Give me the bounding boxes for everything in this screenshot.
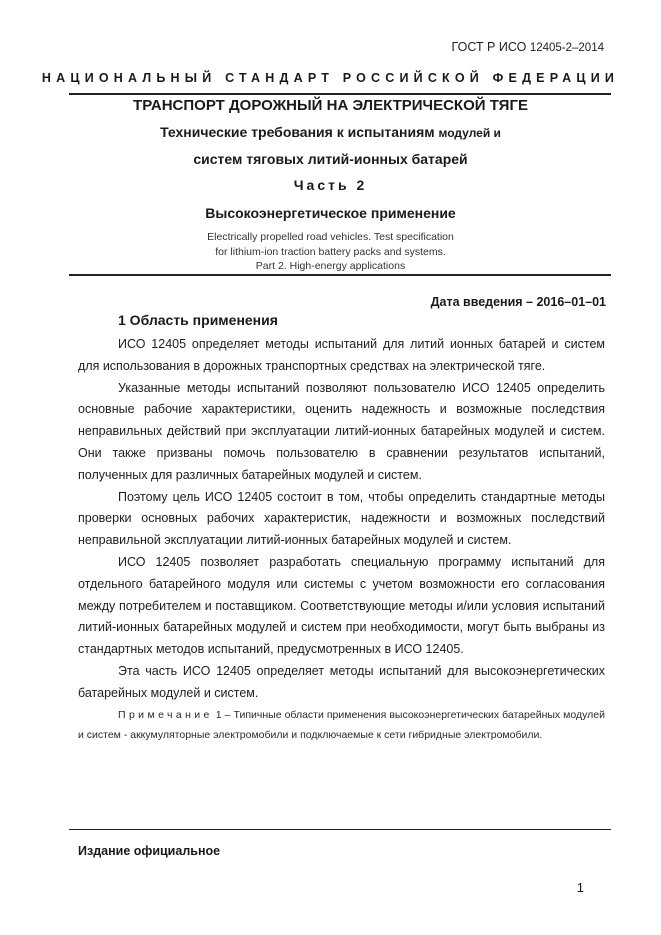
official-edition-label: Издание официальное <box>78 844 221 858</box>
paragraph: Указанные методы испытаний позволяют пользователю ИСО 12405 определить основные рабочие характеристики, оценить надежность и возможные последствия неправильных действий при эксплуатации литий-ионных батарейных модулей и систем. Они также призваны помочь пользователю в сравнении результатов испытаний, полученных для различных батарейных модулей и систем. <box>78 380 605 482</box>
note <box>78 705 605 745</box>
subtitle-line-1-b: модулей и <box>438 126 501 140</box>
subtitle-line-1-a: Технические требования к испытаниям <box>160 124 439 140</box>
section-heading: 1 Область применения <box>118 312 278 328</box>
standard-code <box>452 40 604 54</box>
subtitle-line-2: систем тяговых литий-ионных батарей <box>193 151 468 167</box>
english-title-line-3: Part 2. High-energy applications <box>255 260 406 272</box>
english-title <box>40 230 621 274</box>
paragraph: Поэтому цель ИСО 12405 состоит в том, чтобы определить стандартные методы проверки основных рабочих характеристик, надежности и возможных последствий неправильной эксплуатации литий-ионных батарейных модулей и систем. <box>78 489 605 548</box>
subtitle-line-1 <box>40 124 621 140</box>
standard-code-prefix: ГОСТ Р ИСО <box>451 40 530 54</box>
middle-divider <box>69 274 611 276</box>
part-heading: Часть 2 <box>293 177 368 193</box>
introduction-date: Дата введения – 2016–01–01 <box>430 295 606 309</box>
part-title: Высокоэнергетическое применение <box>205 205 456 221</box>
document-title: ТРАНСПОРТ ДОРОЖНЫЙ НА ЭЛЕКТРИЧЕСКОЙ ТЯГЕ <box>133 97 528 114</box>
section-body <box>78 334 605 745</box>
page-number: 1 <box>576 880 584 895</box>
english-title-line-1: Electrically propelled road vehicles. Test specification <box>207 231 454 243</box>
bottom-divider <box>69 829 611 830</box>
top-divider <box>69 93 611 95</box>
paragraph: ИСО 12405 определяет методы испытаний для литий ионных батарей и систем для использования в дорожных транспортных средствах на электрической тяге. <box>78 337 605 373</box>
paragraph: Эта часть ИСО 12405 определяет методы испытаний для высокоэнергетических батарейных модулей и систем. <box>78 663 605 700</box>
national-standard-heading: НАЦИОНАЛЬНЫЙ СТАНДАРТ РОССИЙСКОЙ ФЕДЕРАЦИИ <box>41 71 620 85</box>
note-text: 1 – Типичные области применения высокоэнергетических батарейных модулей и систем - аккумуляторные электромобили и подключаемые к сети гибридные электромобили. <box>78 708 605 741</box>
note-label: Примечание <box>118 708 213 721</box>
paragraph: ИСО 12405 позволяет разработать специальную программу испытаний для отдельного батарейного модуля или системы с учетом возможности его согласования между потребителем и поставщиком. Соответствующие методы и/или условия испытаний литий-ионных батарейных модулей и систем при необходимости, могут быть выбраны из стандартных методов испытаний, предусмотренных в ИСО 12405. <box>78 554 605 657</box>
standard-code-number: 12405-2–2014 <box>529 42 604 54</box>
english-title-line-2: for lithium-ion traction battery packs and systems. <box>215 245 446 258</box>
